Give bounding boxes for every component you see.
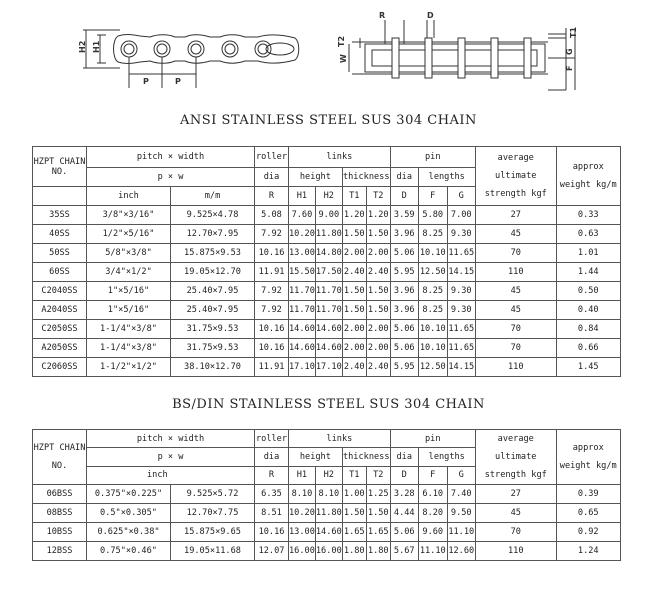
cell-h2: 14.60 — [315, 339, 342, 358]
cell-t1: 1.80 — [342, 542, 366, 561]
cell-h1: 17.10 — [289, 358, 316, 377]
col-header-lengths: lengths — [418, 168, 475, 187]
cell-no: 10BSS — [33, 523, 87, 542]
cell-f: 8.20 — [418, 504, 447, 523]
cell-strength: 110 — [475, 358, 556, 377]
cell-t2: 1.20 — [366, 206, 390, 225]
table-row — [33, 523, 621, 542]
cell-weight: 0.39 — [556, 485, 620, 504]
cell-no: A2050SS — [33, 339, 87, 358]
cell-g: 7.40 — [447, 485, 475, 504]
col-header-r: R — [255, 187, 289, 206]
cell-t2: 2.40 — [366, 358, 390, 377]
label-t2: T2 — [337, 35, 346, 47]
cell-no: 12BSS — [33, 542, 87, 561]
cell-t1: 1.50 — [342, 504, 366, 523]
cell-inch: 1-1/4"×3/8" — [87, 320, 171, 339]
col-header-h1: H1 — [289, 187, 316, 206]
col-header-roller-dia: dia — [255, 168, 289, 187]
col-header-height: height — [289, 168, 343, 187]
cell-r: 5.08 — [255, 206, 289, 225]
col-header-d: D — [390, 187, 418, 206]
cell-t2: 2.00 — [366, 339, 390, 358]
cell-mm: 12.70×7.75 — [171, 504, 255, 523]
col-header-blank — [33, 187, 87, 206]
cell-strength: 110 — [475, 542, 556, 561]
cell-inch: 3/4"×1/2" — [87, 263, 171, 282]
cell-weight: 1.44 — [556, 263, 620, 282]
table-row — [33, 358, 621, 377]
cell-weight: 0.84 — [556, 320, 620, 339]
cell-f: 10.10 — [418, 244, 447, 263]
cell-h1: 15.50 — [289, 263, 316, 282]
cell-h2: 17.10 — [315, 358, 342, 377]
cell-inch: 0.5"×0.305" — [87, 504, 171, 523]
ansi-title: ANSI STAINLESS STEEL SUS 304 CHAIN — [180, 113, 477, 128]
cell-g: 14.15 — [447, 358, 475, 377]
col-header-thickness: thickness — [342, 168, 390, 187]
table-row — [33, 339, 621, 358]
cell-weight: 0.66 — [556, 339, 620, 358]
col-header-p-w: p × w — [87, 448, 255, 466]
cell-weight: 0.40 — [556, 301, 620, 320]
cell-no: 40SS — [33, 225, 87, 244]
cell-inch: 0.375"×0.225" — [87, 485, 171, 504]
col-header-pin: pin — [390, 147, 475, 168]
cell-mm: 19.05×12.70 — [171, 263, 255, 282]
cell-t2: 1.50 — [366, 504, 390, 523]
cell-t2: 1.65 — [366, 523, 390, 542]
col-header-f: F — [418, 466, 447, 484]
cell-d: 3.28 — [390, 485, 418, 504]
cell-strength: 27 — [475, 485, 556, 504]
cell-h2: 11.70 — [315, 282, 342, 301]
cell-no: 50SS — [33, 244, 87, 263]
cell-r: 7.92 — [255, 301, 289, 320]
cell-h1: 8.10 — [289, 485, 316, 504]
cell-mm: 31.75×9.53 — [171, 339, 255, 358]
bs-table — [32, 429, 621, 561]
cell-h1: 7.60 — [289, 206, 316, 225]
cell-inch: 5/8"×3/8" — [87, 244, 171, 263]
cell-d: 5.67 — [390, 542, 418, 561]
col-header-r: R — [255, 466, 289, 484]
col-header-t1: T1 — [342, 466, 366, 484]
cell-r: 10.16 — [255, 523, 289, 542]
cell-h1: 16.00 — [289, 542, 316, 561]
cell-g: 7.00 — [447, 206, 475, 225]
cell-strength: 27 — [475, 206, 556, 225]
label-h2: H2 — [78, 40, 87, 53]
col-header-roller: roller — [255, 147, 289, 168]
cell-g: 9.30 — [447, 282, 475, 301]
cell-d: 5.95 — [390, 263, 418, 282]
cell-inch: 1"×5/16" — [87, 301, 171, 320]
cell-h2: 14.60 — [315, 320, 342, 339]
col-header-p-w: p × w — [87, 168, 255, 187]
cell-h1: 14.60 — [289, 320, 316, 339]
cell-strength: 45 — [475, 301, 556, 320]
cell-strength: 110 — [475, 263, 556, 282]
cell-d: 3.96 — [390, 301, 418, 320]
cell-d: 5.06 — [390, 320, 418, 339]
cell-weight: 0.92 — [556, 523, 620, 542]
cell-f: 12.50 — [418, 358, 447, 377]
cell-strength: 45 — [475, 225, 556, 244]
cell-no: 35SS — [33, 206, 87, 225]
cell-g: 11.65 — [447, 339, 475, 358]
cell-t1: 1.50 — [342, 282, 366, 301]
col-header-pitch-width: pitch × width — [87, 147, 255, 168]
col-header-t1: T1 — [342, 187, 366, 206]
cell-f: 10.10 — [418, 320, 447, 339]
label-g: G — [565, 48, 574, 55]
label-t1: T1 — [569, 26, 578, 38]
cell-weight: 0.50 — [556, 282, 620, 301]
col-header-f: F — [418, 187, 447, 206]
cell-weight: 1.01 — [556, 244, 620, 263]
col-header-strength: average ultimate strength kgf — [475, 147, 556, 206]
cell-d: 5.95 — [390, 358, 418, 377]
cell-r: 10.16 — [255, 244, 289, 263]
cell-d: 3.59 — [390, 206, 418, 225]
table-row — [33, 263, 621, 282]
label-d: D — [427, 11, 434, 20]
label-h1: H1 — [92, 40, 101, 53]
cell-h1: 13.00 — [289, 244, 316, 263]
cell-t1: 2.00 — [342, 339, 366, 358]
cell-t1: 2.00 — [342, 244, 366, 263]
cell-inch: 1-1/4"×3/8" — [87, 339, 171, 358]
cell-h1: 11.70 — [289, 301, 316, 320]
cell-strength: 70 — [475, 339, 556, 358]
ansi-table-body — [33, 206, 621, 377]
label-w: W — [339, 54, 348, 63]
cell-f: 8.25 — [418, 301, 447, 320]
cell-mm: 25.40×7.95 — [171, 301, 255, 320]
cell-f: 10.10 — [418, 339, 447, 358]
chain-top-view — [337, 11, 578, 90]
cell-h2: 11.80 — [315, 504, 342, 523]
col-header-pin-dia: dia — [390, 168, 418, 187]
table-row — [33, 504, 621, 523]
cell-t2: 2.00 — [366, 244, 390, 263]
table-row — [33, 320, 621, 339]
cell-f: 12.50 — [418, 263, 447, 282]
cell-t1: 1.50 — [342, 301, 366, 320]
bs-table-body — [33, 485, 621, 561]
cell-strength: 45 — [475, 282, 556, 301]
cell-f: 8.25 — [418, 282, 447, 301]
cell-mm: 25.40×7.95 — [171, 282, 255, 301]
cell-mm: 9.525×5.72 — [171, 485, 255, 504]
cell-mm: 15.875×9.53 — [171, 244, 255, 263]
cell-g: 9.30 — [447, 225, 475, 244]
col-header-pin: pin — [390, 430, 475, 448]
cell-d: 5.06 — [390, 523, 418, 542]
cell-t1: 1.00 — [342, 485, 366, 504]
cell-r: 7.92 — [255, 282, 289, 301]
cell-t1: 2.00 — [342, 320, 366, 339]
col-header-roller-dia: dia — [255, 448, 289, 466]
cell-f: 5.80 — [418, 206, 447, 225]
cell-strength: 70 — [475, 244, 556, 263]
cell-t2: 1.80 — [366, 542, 390, 561]
cell-strength: 70 — [475, 523, 556, 542]
cell-g: 11.10 — [447, 523, 475, 542]
col-header-pin-dia: dia — [390, 448, 418, 466]
table-row — [33, 282, 621, 301]
cell-no: C2060SS — [33, 358, 87, 377]
cell-no: 60SS — [33, 263, 87, 282]
cell-inch: 3/8"×3/16" — [87, 206, 171, 225]
cell-t2: 2.40 — [366, 263, 390, 282]
cell-f: 9.60 — [418, 523, 447, 542]
cell-h2: 11.80 — [315, 225, 342, 244]
cell-d: 4.44 — [390, 504, 418, 523]
col-header-weight: approx weight kg/m — [556, 430, 620, 485]
cell-r: 6.35 — [255, 485, 289, 504]
cell-h2: 11.70 — [315, 301, 342, 320]
cell-h2: 14.80 — [315, 244, 342, 263]
col-header-hzpt: HZPT CHAIN NO. — [33, 147, 87, 187]
cell-t2: 1.50 — [366, 225, 390, 244]
cell-d: 3.96 — [390, 282, 418, 301]
ansi-table — [32, 146, 621, 377]
cell-t1: 1.50 — [342, 225, 366, 244]
cell-t2: 1.50 — [366, 301, 390, 320]
col-header-t2: T2 — [366, 187, 390, 206]
cell-weight: 1.24 — [556, 542, 620, 561]
cell-h2: 9.00 — [315, 206, 342, 225]
cell-no: 06BSS — [33, 485, 87, 504]
col-header-thickness: thickness — [342, 448, 390, 466]
cell-r: 12.07 — [255, 542, 289, 561]
cell-r: 10.16 — [255, 339, 289, 358]
col-header-h2: H2 — [315, 187, 342, 206]
label-p1: P — [143, 77, 149, 86]
bs-title: BS/DIN STAINLESS STEEL SUS 304 CHAIN — [172, 397, 485, 412]
col-header-weight: approx weight kg/m — [556, 147, 620, 206]
col-header-mm: m/m — [171, 187, 255, 206]
cell-t1: 2.40 — [342, 263, 366, 282]
cell-h1: 14.60 — [289, 339, 316, 358]
table-row — [33, 206, 621, 225]
cell-inch: 0.75"×0.46" — [87, 542, 171, 561]
cell-r: 7.92 — [255, 225, 289, 244]
cell-r: 11.91 — [255, 263, 289, 282]
cell-mm: 38.10×12.70 — [171, 358, 255, 377]
cell-f: 11.10 — [418, 542, 447, 561]
cell-d: 5.06 — [390, 339, 418, 358]
cell-strength: 45 — [475, 504, 556, 523]
col-header-t2: T2 — [366, 466, 390, 484]
col-header-links: links — [289, 147, 391, 168]
col-header-h2: H2 — [315, 466, 342, 484]
cell-no: C2040SS — [33, 282, 87, 301]
chain-side-view — [78, 30, 299, 88]
table-row — [33, 485, 621, 504]
cell-h2: 14.60 — [315, 523, 342, 542]
table-row — [33, 225, 621, 244]
col-header-g: G — [447, 187, 475, 206]
cell-weight: 0.63 — [556, 225, 620, 244]
col-header-h1: H1 — [289, 466, 316, 484]
cell-mm: 19.05×11.68 — [171, 542, 255, 561]
col-header-d: D — [390, 466, 418, 484]
cell-g: 11.65 — [447, 244, 475, 263]
cell-weight: 0.65 — [556, 504, 620, 523]
cell-h2: 16.00 — [315, 542, 342, 561]
cell-h1: 10.20 — [289, 504, 316, 523]
cell-inch: 1"×5/16" — [87, 282, 171, 301]
cell-h1: 13.00 — [289, 523, 316, 542]
cell-h2: 17.50 — [315, 263, 342, 282]
cell-g: 14.15 — [447, 263, 475, 282]
cell-g: 12.60 — [447, 542, 475, 561]
cell-g: 9.30 — [447, 301, 475, 320]
col-header-lengths: lengths — [418, 448, 475, 466]
cell-r: 11.91 — [255, 358, 289, 377]
cell-t1: 2.40 — [342, 358, 366, 377]
col-header-inch: inch — [87, 466, 255, 484]
cell-g: 9.50 — [447, 504, 475, 523]
cell-mm: 15.875×9.65 — [171, 523, 255, 542]
cell-mm: 9.525×4.78 — [171, 206, 255, 225]
cell-mm: 31.75×9.53 — [171, 320, 255, 339]
cell-t2: 1.25 — [366, 485, 390, 504]
cell-r: 10.16 — [255, 320, 289, 339]
cell-h2: 8.10 — [315, 485, 342, 504]
cell-inch: 1/2"×5/16" — [87, 225, 171, 244]
label-f: F — [565, 65, 574, 71]
table-row — [33, 542, 621, 561]
cell-f: 8.25 — [418, 225, 447, 244]
cell-no: C2050SS — [33, 320, 87, 339]
label-p2: P — [175, 77, 181, 86]
cell-strength: 70 — [475, 320, 556, 339]
cell-f: 6.10 — [418, 485, 447, 504]
cell-mm: 12.70×7.95 — [171, 225, 255, 244]
cell-r: 8.51 — [255, 504, 289, 523]
cell-inch: 0.625"×0.38" — [87, 523, 171, 542]
cell-t1: 1.20 — [342, 206, 366, 225]
cell-h1: 10.20 — [289, 225, 316, 244]
col-header-inch: inch — [87, 187, 171, 206]
cell-d: 3.96 — [390, 225, 418, 244]
cell-weight: 0.33 — [556, 206, 620, 225]
chain-diagram — [0, 0, 657, 105]
cell-t1: 1.65 — [342, 523, 366, 542]
cell-g: 11.65 — [447, 320, 475, 339]
cell-d: 5.06 — [390, 244, 418, 263]
cell-t2: 1.50 — [366, 282, 390, 301]
table-row — [33, 301, 621, 320]
cell-t2: 2.00 — [366, 320, 390, 339]
table-row — [33, 244, 621, 263]
col-header-strength: average ultimate strength kgf — [475, 430, 556, 485]
col-header-links: links — [289, 430, 391, 448]
cell-no: A2040SS — [33, 301, 87, 320]
cell-inch: 1-1/2"×1/2" — [87, 358, 171, 377]
col-header-pitch-width: pitch × width — [87, 430, 255, 448]
cell-no: 08BSS — [33, 504, 87, 523]
col-header-height: height — [289, 448, 343, 466]
cell-h1: 11.70 — [289, 282, 316, 301]
col-header-hzpt: HZPT CHAIN NO. — [33, 430, 87, 485]
cell-weight: 1.45 — [556, 358, 620, 377]
col-header-roller: roller — [255, 430, 289, 448]
label-r: R — [379, 11, 386, 20]
col-header-g: G — [447, 466, 475, 484]
